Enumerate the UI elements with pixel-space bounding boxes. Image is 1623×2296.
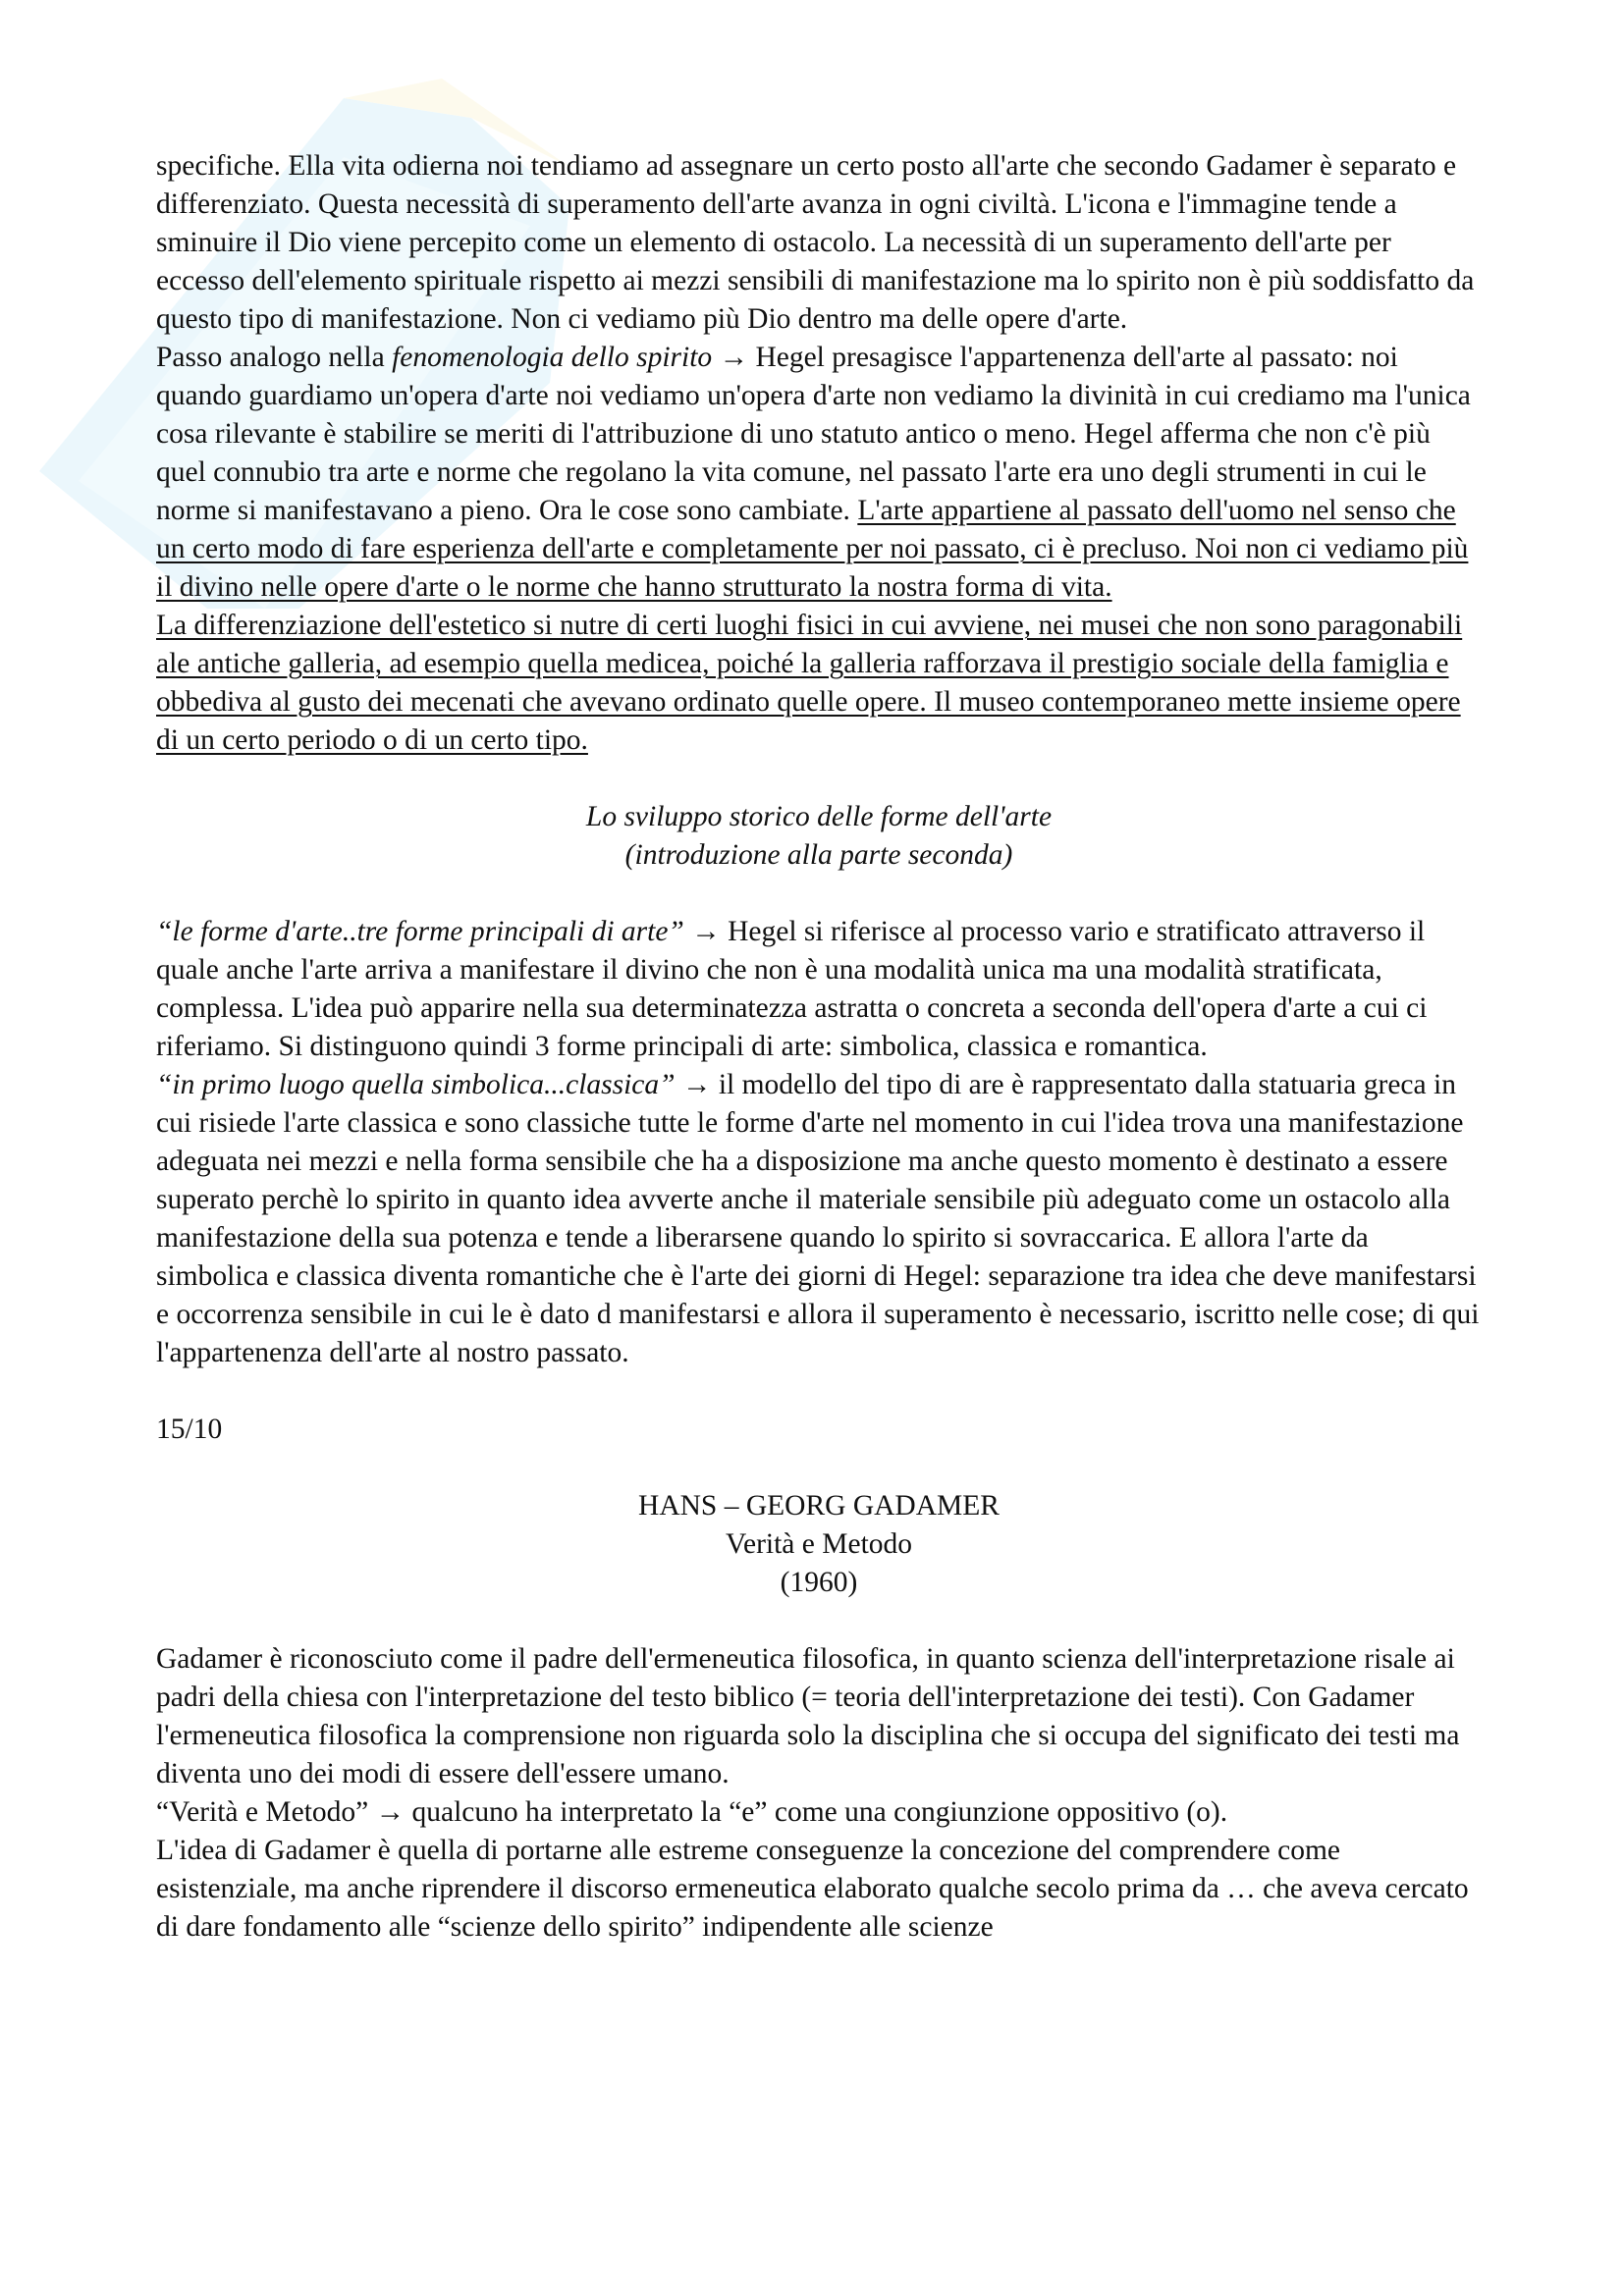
spacer [156,1602,1482,1640]
work-title: Verità e Metodo [725,1528,913,1560]
spacer [156,1372,1482,1411]
paragraph-7: “Verità e Metodo” → qualcuno ha interpretato la “e” come una congiunzione oppositivo (o). [156,1796,1228,1828]
paragraph-5 [156,1066,1482,1372]
paragraph-3-underlined: La differenziazione dell'estetico si nutre di certi luoghi fisici in cui avviene, nei musei che non sono paragonabili ale antiche galleria, ad esempio quella medicea, poiché la galleria rafforzava il prestigio sociale della famiglia e obbediva al gusto dei mecenati che avevano ordinato quelle opere. Il museo contemporaneo mette insieme opere di un certo periodo o di un certo tipo. [156,610,1463,756]
lecture-date: 15/10 [156,1414,223,1445]
paragraph-4-quote: “le forme d'arte..tre forme principali di arte” [156,916,684,947]
paragraph-2-italic-title: fenomenologia dello spirito [392,342,713,373]
paragraph-8: L'idea di Gadamer è quella di portarne alle estreme conseguenze la concezione del comprendere come esistenziale, ma anche riprendere il discorso ermeneutica elaborato qualche secolo prima da … che aveva cercato di dare fondamento alle “scienze dello spirito” indipendente alle scienze [156,1835,1469,1943]
spacer [156,1449,1482,1487]
paragraph-4 [156,913,1482,1066]
paragraph-2-lead: Passo analogo nella [156,342,393,373]
spacer [156,760,1482,798]
paragraph-4-text: → Hegel si riferisce al processo vario e stratificato attraverso il quale anche l'arte arriva a manifestare il divino che non è una modalità unica ma una modalità stratificata, complessa. L'idea può apparire nella sua determinatezza astratta o concreta a seconda dell'opera d'arte a cui ci riferiamo. Si distinguono quindi 3 forme principali di arte: simbolica, classica e romantica. [156,916,1428,1062]
document-body [156,147,1482,1947]
paragraph-2 [156,339,1482,607]
paragraph-5-quote: “in primo luogo quella simbolica...classica” [156,1069,676,1100]
paragraph-2-text: → Hegel presagisce l'appartenenza dell'arte al passato: noi quando guardiamo un'opera d'arte noi vediamo un'opera d'arte non vediamo la divinità in cui crediamo ma l'unica cosa rilevante è stabilire se meriti di l'attribuzione di uno statuto antico o meno. Hegel afferma che non c'è più quel connubio tra arte e norme che regolano la vita comune, nel passato l'arte era uno degli strumenti in cui le norme si manifestavano a pieno. Ora le cose sono cambiate. [156,342,1471,526]
work-year: (1960) [780,1567,858,1598]
section-title: Lo sviluppo storico delle forme dell'arte [585,801,1053,832]
paragraph-1: specifiche. Ella vita odierna noi tendiamo ad assegnare un certo posto all'arte che secondo Gadamer è separato e differenziato. Questa necessità di superamento dell'arte avanza in ogni civiltà. L'icona e l'immagine tende a sminuire il Dio viene percepito come un elemento di ostacolo. La necessità di un superamento dell'arte per eccesso dell'elemento spirituale rispetto ai mezzi sensibili di manifestazione ma lo spirito non è più soddisfatto da questo tipo di manifestazione. Non ci vediamo più Dio dentro ma delle opere d'arte. [156,150,1475,335]
paragraph-5-text: → il modello del tipo di are è rappresentato dalla statuaria greca in cui risiede l'arte classica e sono classiche tutte le forme d'arte nel momento in cui l'idea trova una manifestazione adeguata nei mezzi e nella forma sensibile che ha a disposizione ma anche questo momento è destinato a essere superato perchè lo spirito in quanto idea avverte anche il materiale sensibile più adeguato come un ostacolo alla manifestazione della sua potenza e tende a liberarsene quando lo spirito si sovraccarica. E allora l'arte da simbolica e classica diventa romantiche che è l'arte dei giorni di Hegel: separazione tra idea che deve manifestarsi e occorrenza sensibile in cui le è dato d manifestarsi e allora il superamento è necessario, iscritto nelle cose; di qui l'appartenenza dell'arte al nostro passato. [156,1069,1480,1368]
paragraph-2-underlined: L'arte appartiene al passato dell'uomo nel senso che un certo modo di fare esperienza dell'arte e completamente per noi passato, ci è precluso. Noi non ci vediamo più il divino nelle opere d'arte o le norme che hanno strutturato la nostra forma di vita. [156,495,1469,603]
spacer [156,875,1482,913]
section-subtitle: (introduzione alla parte seconda) [624,839,1013,871]
paragraph-6: Gadamer è riconosciuto come il padre dell'ermeneutica filosofica, in quanto scienza dell'interpretazione risale ai padri della chiesa con l'interpretazione del testo biblico (= teoria dell'interpretazione dei testi). Con Gadamer l'ermeneutica filosofica la comprensione non riguarda solo la disciplina che si occupa del significato dei testi ma diventa uno dei modi di essere dell'essere umano. [156,1643,1460,1789]
author-heading: HANS – GEORG GADAMER [638,1490,1000,1522]
